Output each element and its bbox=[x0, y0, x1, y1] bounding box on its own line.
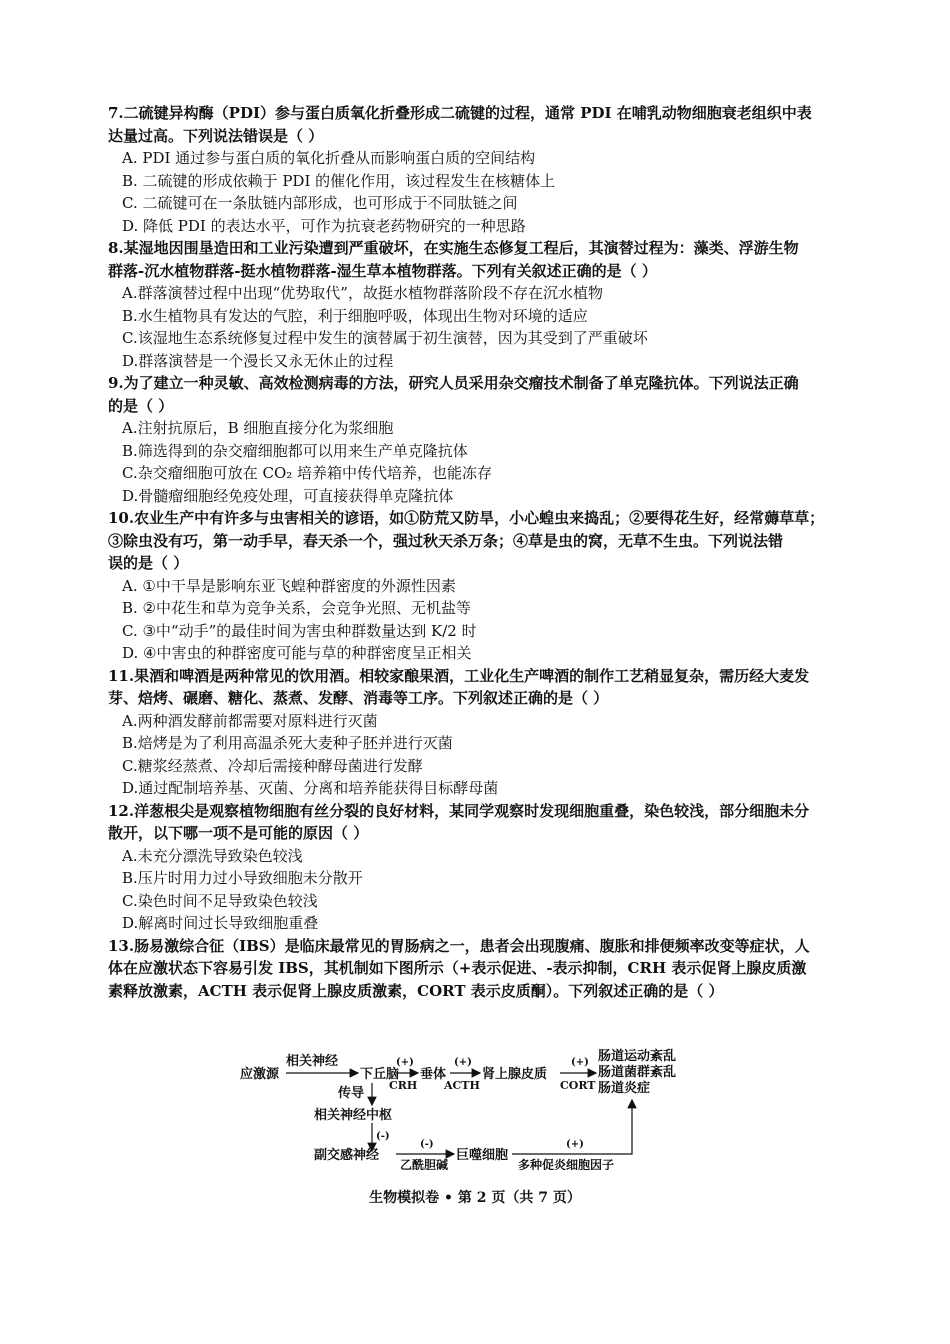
answer-option: B. ②中花生和草为竞争关系，会竞争光照、无机盐等 bbox=[122, 599, 472, 617]
question-stem-line: 9.为了建立一种灵敏、高效检测病毒的方法，研究人员采用杂交瘤技术制备了单克隆抗体。下列说法正确 bbox=[108, 374, 799, 392]
question-stem-line: 达量过高。下列说法错误是（ ） bbox=[108, 126, 324, 145]
question-stem-line: 芽、焙烤、碾磨、糖化、蒸煮、发酵、消毒等工序。下列叙述正确的是（ ） bbox=[108, 689, 609, 707]
question-stem-line: 体在应激状态下容易引发 IBS，其机制如下图所示（+表示促进、-表示抑制，CRH 表示促肾上腺皮质激 bbox=[108, 959, 807, 977]
outcome-motility: 肠道运动紊乱 bbox=[598, 1049, 677, 1064]
minus-sign-1: (-) bbox=[376, 1131, 390, 1142]
question-stem-line: 13.肠易激综合征（IBS）是临床最常见的胃肠病之一，患者会出现腹痛、腹胀和排便频率改变等症状，人 bbox=[108, 936, 810, 955]
adrenal-cortex-label: 肾上腺皮质 bbox=[482, 1067, 548, 1082]
answer-option: A.注射抗原后，B 细胞直接分化为浆细胞 bbox=[122, 419, 394, 437]
question-block bbox=[108, 665, 848, 800]
question-block bbox=[108, 507, 848, 665]
questions-container bbox=[108, 102, 848, 1002]
answer-option: A.未充分漂洗导致染色较浅 bbox=[122, 846, 303, 865]
question-stem-line: 8.某湿地因围垦造田和工业污染遭到严重破坏，在实施生态修复工程后，其演替过程为：藻类、浮游生物 bbox=[108, 239, 799, 257]
conduct-label: 传导 bbox=[338, 1086, 365, 1101]
answer-option: C.该湿地生态系统修复过程中发生的演替属于初生演替，因为其受到了严重破坏 bbox=[122, 329, 648, 347]
plus-sign-2: (+) bbox=[454, 1057, 472, 1068]
answer-option: C. 二硫键可在一条肽链内部形成，也可形成于不同肽链之间 bbox=[122, 194, 518, 212]
crh-label: CRH bbox=[389, 1079, 418, 1092]
question-stem-line: 的是（ ） bbox=[108, 396, 174, 415]
answer-option: D. ④中害虫的种群密度可能与草的种群密度呈正相关 bbox=[122, 644, 472, 662]
answer-option: B.筛选得到的杂交瘤细胞都可以用来生产单克隆抗体 bbox=[122, 441, 468, 460]
ibs-diagram-svg bbox=[230, 1045, 710, 1170]
question-block bbox=[108, 237, 848, 372]
question-stem-line: 散开，以下哪一项不是可能的原因（ ） bbox=[108, 824, 369, 842]
cort-label: CORT bbox=[560, 1079, 596, 1092]
question-block bbox=[108, 935, 848, 1003]
answer-option: A.群落演替过程中出现“优势取代”，故挺水植物群落阶段不存在沉水植物 bbox=[122, 284, 603, 302]
outcome-inflammation: 肠道炎症 bbox=[598, 1081, 651, 1096]
question-block bbox=[108, 102, 848, 237]
question-stem-line: 群落-沉水植物群落-挺水植物群落-湿生草本植物群落。下列有关叙述正确的是（ ） bbox=[108, 261, 657, 280]
acth-label: ACTH bbox=[444, 1079, 480, 1092]
answer-option: B.水生植物具有发达的气腔，利于细胞呼吸，体现出生物对环境的适应 bbox=[122, 306, 588, 325]
question-stem-line: 12.洋葱根尖是观察植物细胞有丝分裂的良好材料，某同学观察时发现细胞重叠，染色较浅，部分细胞未分 bbox=[108, 801, 810, 820]
question-block bbox=[108, 372, 848, 507]
question-block bbox=[108, 800, 848, 935]
answer-option: B. 二硫键的形成依赖于 PDI 的催化作用，该过程发生在核糖体上 bbox=[122, 171, 556, 190]
answer-option: D.解离时间过长导致细胞重叠 bbox=[122, 914, 319, 932]
ibs-mechanism-diagram bbox=[230, 1045, 710, 1170]
answer-option: A. ①中干旱是影响东亚飞蝗种群密度的外源性因素 bbox=[122, 576, 456, 595]
question-stem-line: ③除虫没有巧，第一动手早，春天杀一个，强过秋天杀万条；④草是虫的窝，无草不生虫。下列说法错 bbox=[108, 531, 784, 550]
outcome-flora: 肠道菌群紊乱 bbox=[598, 1065, 677, 1080]
page-footer: 生物模拟卷 • 第 2 页（共 7 页） bbox=[369, 1190, 581, 1206]
question-stem-line: 10.农业生产中有许多与虫害相关的谚语，如①防荒又防旱，小心蝗虫来捣乱；②要得花生好，经常薅草草； bbox=[108, 509, 825, 527]
cytokines-label: 多种促炎细胞因子 bbox=[518, 1158, 615, 1170]
related-nerve-label: 相关神经 bbox=[286, 1054, 339, 1069]
stress-source-label: 应激源 bbox=[240, 1067, 280, 1082]
nerve-center-label: 相关神经中枢 bbox=[314, 1108, 393, 1123]
minus-sign-2: (-) bbox=[420, 1139, 434, 1150]
answer-option: D. 降低 PDI 的表达水平，可作为抗衰老药物研究的一种思路 bbox=[122, 216, 526, 235]
pituitary-label: 垂体 bbox=[420, 1067, 447, 1082]
answer-option: D.群落演替是一个漫长又永无休止的过程 bbox=[122, 351, 394, 370]
answer-option: C.糖浆经蒸煮、冷却后需接种酵母菌进行发酵 bbox=[122, 756, 423, 775]
plus-sign-3: (+) bbox=[571, 1057, 589, 1068]
answer-option: C.染色时间不足导致染色较浅 bbox=[122, 891, 318, 910]
question-stem-line: 素释放激素，ACTH 表示促肾上腺皮质激素，CORT 表示皮质酮）。下列叙述正确的是（ ） bbox=[108, 981, 724, 1000]
question-stem-line: 7.二硫键异构酶（PDI）参与蛋白质氧化折叠形成二硫键的过程，通常 PDI 在哺乳动物细胞衰老组织中表 bbox=[108, 104, 812, 122]
macrophage-label: 巨噬细胞 bbox=[456, 1148, 509, 1163]
answer-option: A. PDI 通过参与蛋白质的氧化折叠从而影响蛋白质的空间结构 bbox=[122, 149, 536, 167]
answer-option: C. ③中“动手”的最佳时间为害虫种群数量达到 K/2 时 bbox=[122, 621, 477, 640]
answer-option: D.通过配制培养基、灭菌、分离和培养能获得目标酵母菌 bbox=[122, 779, 499, 797]
answer-option: B.焙烤是为了利用高温杀死大麦种子胚并进行灭菌 bbox=[122, 734, 453, 752]
answer-option: A.两种酒发酵前都需要对原料进行灭菌 bbox=[122, 711, 378, 730]
answer-option: B.压片时用力过小导致细胞未分散开 bbox=[122, 869, 363, 887]
plus-sign-4: (+) bbox=[566, 1139, 584, 1150]
question-stem-line: 11.果酒和啤酒是两种常见的饮用酒。相较家酿果酒，工业化生产啤酒的制作工艺稍显复杂，需历经大麦发 bbox=[108, 666, 810, 685]
acetylcholine-label: 乙酰胆碱 bbox=[400, 1158, 449, 1170]
plus-sign-1: (+) bbox=[396, 1057, 414, 1068]
parasympathetic-label: 副交感神经 bbox=[314, 1148, 380, 1163]
hypothalamus-label: 下丘脑 bbox=[360, 1067, 400, 1082]
answer-option: C.杂交瘤细胞可放在 CO₂ 培养箱中传代培养，也能冻存 bbox=[122, 464, 493, 482]
answer-option: D.骨髓瘤细胞经免疫处理，可直接获得单克隆抗体 bbox=[122, 486, 454, 505]
question-stem-line: 误的是（ ） bbox=[108, 554, 189, 572]
